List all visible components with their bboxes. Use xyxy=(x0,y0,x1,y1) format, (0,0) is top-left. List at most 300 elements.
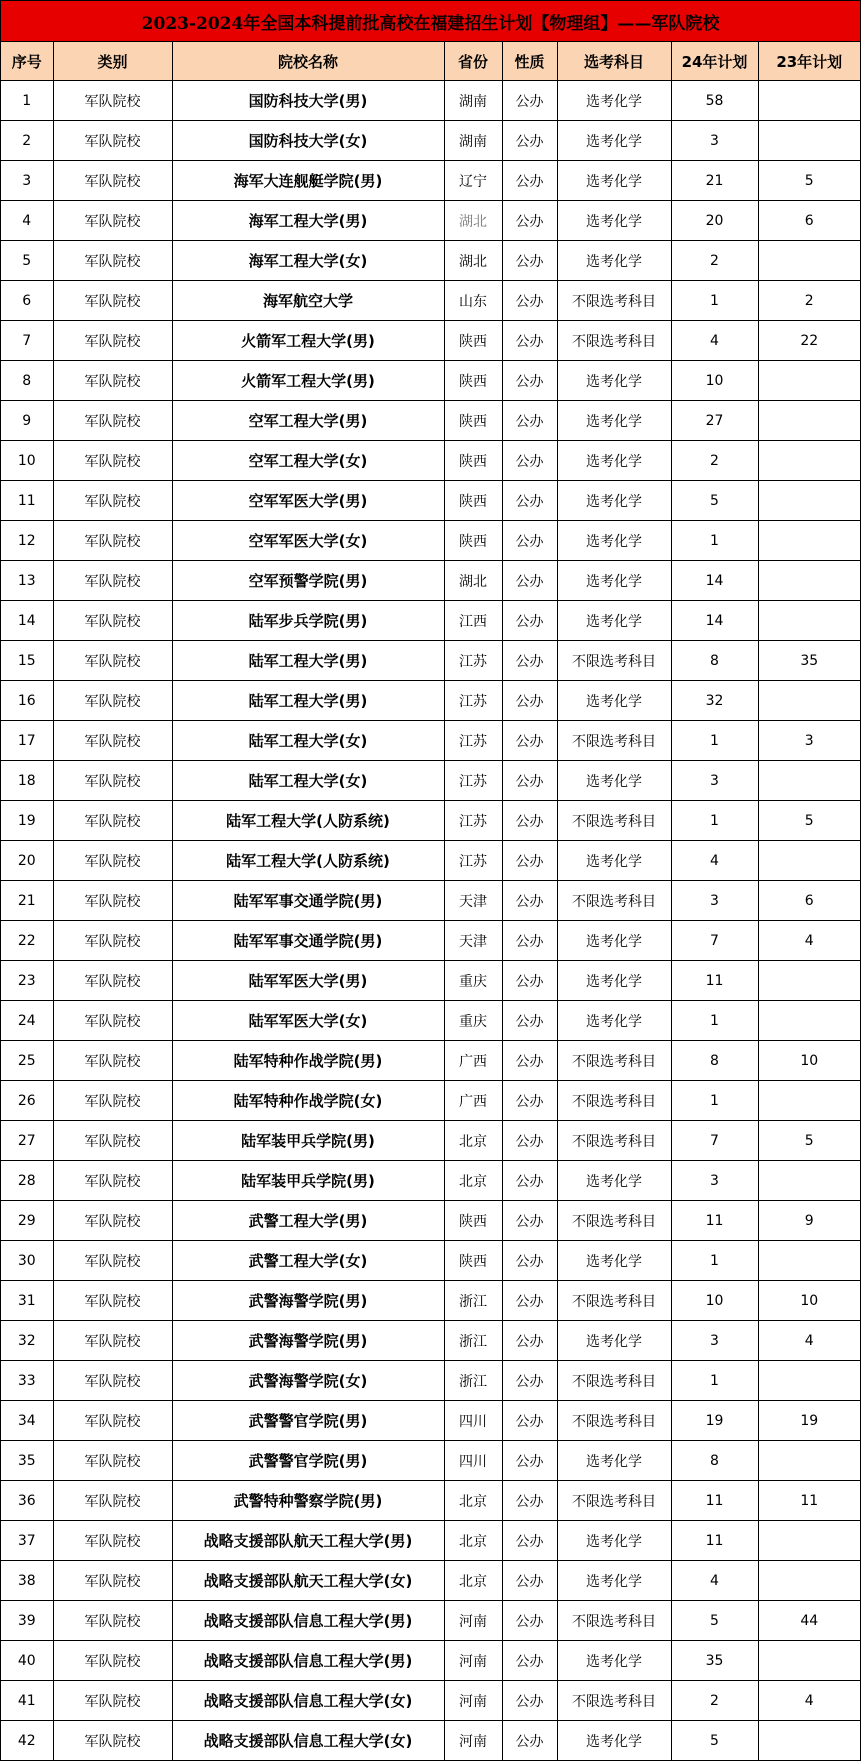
cell-nature: 公办 xyxy=(502,121,557,161)
cell-school-name: 战略支援部队航天工程大学(男) xyxy=(172,1521,444,1561)
cell-index: 7 xyxy=(1,321,53,361)
cell-subject: 不限选考科目 xyxy=(557,1121,671,1161)
cell-subject: 选考化学 xyxy=(557,521,671,561)
cell-plan-2024: 1 xyxy=(671,1241,758,1281)
cell-plan-2024: 11 xyxy=(671,1201,758,1241)
cell-plan-2023: 3 xyxy=(758,721,860,761)
cell-nature: 公办 xyxy=(502,1161,557,1201)
cell-index: 20 xyxy=(1,841,53,881)
cell-category: 军队院校 xyxy=(53,441,172,481)
cell-plan-2024: 3 xyxy=(671,1161,758,1201)
admission-plan-table xyxy=(1,42,860,1761)
table-body xyxy=(1,81,860,1761)
cell-province: 广西 xyxy=(444,1041,502,1081)
cell-category: 军队院校 xyxy=(53,121,172,161)
cell-province: 浙江 xyxy=(444,1321,502,1361)
cell-province: 北京 xyxy=(444,1161,502,1201)
cell-school-name: 空军军医大学(女) xyxy=(172,521,444,561)
cell-plan-2023: 4 xyxy=(758,1681,860,1721)
cell-plan-2023 xyxy=(758,1081,860,1121)
cell-index: 17 xyxy=(1,721,53,761)
table-row xyxy=(1,761,860,801)
cell-category: 军队院校 xyxy=(53,761,172,801)
cell-plan-2023: 11 xyxy=(758,1481,860,1521)
cell-plan-2023 xyxy=(758,681,860,721)
cell-category: 军队院校 xyxy=(53,1601,172,1641)
cell-plan-2024: 1 xyxy=(671,521,758,561)
cell-province: 山东 xyxy=(444,281,502,321)
table-row xyxy=(1,1241,860,1281)
cell-category: 军队院校 xyxy=(53,241,172,281)
cell-school-name: 海军工程大学(女) xyxy=(172,241,444,281)
cell-category: 军队院校 xyxy=(53,641,172,681)
cell-index: 27 xyxy=(1,1121,53,1161)
cell-plan-2023 xyxy=(758,1441,860,1481)
cell-category: 军队院校 xyxy=(53,1001,172,1041)
cell-subject: 选考化学 xyxy=(557,761,671,801)
cell-plan-2023 xyxy=(758,1001,860,1041)
cell-nature: 公办 xyxy=(502,1241,557,1281)
cell-plan-2024: 8 xyxy=(671,641,758,681)
cell-plan-2023: 4 xyxy=(758,921,860,961)
cell-province: 湖南 xyxy=(444,81,502,121)
cell-subject: 选考化学 xyxy=(557,1001,671,1041)
cell-nature: 公办 xyxy=(502,281,557,321)
cell-province: 湖南 xyxy=(444,121,502,161)
cell-subject: 不限选考科目 xyxy=(557,801,671,841)
cell-plan-2024: 1 xyxy=(671,1361,758,1401)
cell-school-name: 战略支援部队信息工程大学(男) xyxy=(172,1641,444,1681)
cell-nature: 公办 xyxy=(502,201,557,241)
cell-school-name: 陆军装甲兵学院(男) xyxy=(172,1121,444,1161)
cell-province: 陕西 xyxy=(444,521,502,561)
cell-index: 25 xyxy=(1,1041,53,1081)
cell-plan-2023: 6 xyxy=(758,201,860,241)
cell-school-name: 武警工程大学(女) xyxy=(172,1241,444,1281)
cell-nature: 公办 xyxy=(502,881,557,921)
cell-province: 陕西 xyxy=(444,321,502,361)
cell-school-name: 陆军工程大学(男) xyxy=(172,641,444,681)
cell-school-name: 武警警官学院(男) xyxy=(172,1401,444,1441)
cell-category: 军队院校 xyxy=(53,201,172,241)
cell-subject: 不限选考科目 xyxy=(557,1361,671,1401)
cell-school-name: 陆军军事交通学院(男) xyxy=(172,921,444,961)
cell-subject: 不限选考科目 xyxy=(557,1601,671,1641)
cell-plan-2024: 32 xyxy=(671,681,758,721)
cell-plan-2024: 4 xyxy=(671,321,758,361)
cell-province: 天津 xyxy=(444,881,502,921)
sheet-title: 2023-2024年全国本科提前批高校在福建招生计划【物理组】——军队院校 xyxy=(1,1,860,42)
cell-category: 军队院校 xyxy=(53,561,172,601)
cell-province: 陕西 xyxy=(444,401,502,441)
cell-index: 21 xyxy=(1,881,53,921)
cell-plan-2023 xyxy=(758,441,860,481)
cell-nature: 公办 xyxy=(502,1121,557,1161)
table-row xyxy=(1,1001,860,1041)
cell-plan-2024: 14 xyxy=(671,601,758,641)
cell-school-name: 陆军军医大学(女) xyxy=(172,1001,444,1041)
cell-school-name: 空军军医大学(男) xyxy=(172,481,444,521)
cell-category: 军队院校 xyxy=(53,1441,172,1481)
table-row xyxy=(1,1441,860,1481)
cell-plan-2023: 2 xyxy=(758,281,860,321)
table-row xyxy=(1,161,860,201)
cell-province: 江苏 xyxy=(444,641,502,681)
cell-plan-2024: 5 xyxy=(671,1601,758,1641)
cell-index: 15 xyxy=(1,641,53,681)
cell-province: 浙江 xyxy=(444,1281,502,1321)
cell-category: 军队院校 xyxy=(53,961,172,1001)
cell-plan-2024: 4 xyxy=(671,841,758,881)
table-row xyxy=(1,201,860,241)
cell-plan-2024: 10 xyxy=(671,361,758,401)
cell-nature: 公办 xyxy=(502,1721,557,1761)
cell-subject: 不限选考科目 xyxy=(557,1401,671,1441)
cell-school-name: 陆军工程大学(女) xyxy=(172,761,444,801)
table-row xyxy=(1,321,860,361)
cell-nature: 公办 xyxy=(502,921,557,961)
cell-school-name: 陆军步兵学院(男) xyxy=(172,601,444,641)
cell-province: 北京 xyxy=(444,1481,502,1521)
cell-index: 40 xyxy=(1,1641,53,1681)
cell-plan-2023: 9 xyxy=(758,1201,860,1241)
cell-nature: 公办 xyxy=(502,1401,557,1441)
cell-index: 41 xyxy=(1,1681,53,1721)
cell-category: 军队院校 xyxy=(53,1321,172,1361)
cell-plan-2024: 2 xyxy=(671,1681,758,1721)
cell-plan-2023: 10 xyxy=(758,1041,860,1081)
cell-plan-2024: 1 xyxy=(671,281,758,321)
table-row xyxy=(1,1521,860,1561)
cell-school-name: 武警海警学院(女) xyxy=(172,1361,444,1401)
cell-subject: 选考化学 xyxy=(557,961,671,1001)
table-row xyxy=(1,681,860,721)
cell-subject: 选考化学 xyxy=(557,1721,671,1761)
cell-plan-2024: 7 xyxy=(671,1121,758,1161)
cell-province: 湖北 xyxy=(444,201,502,241)
cell-subject: 选考化学 xyxy=(557,201,671,241)
cell-nature: 公办 xyxy=(502,481,557,521)
cell-plan-2023: 10 xyxy=(758,1281,860,1321)
cell-plan-2023 xyxy=(758,121,860,161)
cell-plan-2023: 5 xyxy=(758,801,860,841)
cell-subject: 选考化学 xyxy=(557,401,671,441)
cell-index: 13 xyxy=(1,561,53,601)
cell-nature: 公办 xyxy=(502,1361,557,1401)
cell-category: 军队院校 xyxy=(53,1481,172,1521)
cell-index: 4 xyxy=(1,201,53,241)
cell-school-name: 战略支援部队航天工程大学(女) xyxy=(172,1561,444,1601)
table-row xyxy=(1,1401,860,1441)
cell-nature: 公办 xyxy=(502,721,557,761)
cell-school-name: 陆军特种作战学院(女) xyxy=(172,1081,444,1121)
cell-plan-2023: 5 xyxy=(758,161,860,201)
cell-plan-2023 xyxy=(758,521,860,561)
table-row xyxy=(1,401,860,441)
cell-index: 8 xyxy=(1,361,53,401)
cell-subject: 不限选考科目 xyxy=(557,321,671,361)
cell-plan-2023 xyxy=(758,401,860,441)
cell-province: 陕西 xyxy=(444,441,502,481)
cell-index: 33 xyxy=(1,1361,53,1401)
cell-plan-2024: 5 xyxy=(671,481,758,521)
cell-index: 30 xyxy=(1,1241,53,1281)
cell-plan-2024: 2 xyxy=(671,241,758,281)
cell-subject: 不限选考科目 xyxy=(557,881,671,921)
cell-school-name: 国防科技大学(女) xyxy=(172,121,444,161)
cell-plan-2024: 7 xyxy=(671,921,758,961)
header-subject: 选考科目 xyxy=(557,42,671,81)
cell-category: 军队院校 xyxy=(53,1401,172,1441)
cell-province: 陕西 xyxy=(444,1241,502,1281)
cell-plan-2024: 27 xyxy=(671,401,758,441)
table-row xyxy=(1,521,860,561)
header-plan-2024: 24年计划 xyxy=(671,42,758,81)
header-school-name: 院校名称 xyxy=(172,42,444,81)
cell-plan-2023 xyxy=(758,1241,860,1281)
cell-nature: 公办 xyxy=(502,361,557,401)
cell-subject: 选考化学 xyxy=(557,601,671,641)
cell-province: 江苏 xyxy=(444,801,502,841)
cell-index: 16 xyxy=(1,681,53,721)
cell-nature: 公办 xyxy=(502,561,557,601)
cell-category: 军队院校 xyxy=(53,321,172,361)
cell-category: 军队院校 xyxy=(53,1201,172,1241)
cell-category: 军队院校 xyxy=(53,1561,172,1601)
cell-plan-2024: 3 xyxy=(671,1321,758,1361)
table-row xyxy=(1,1281,860,1321)
cell-category: 军队院校 xyxy=(53,1041,172,1081)
header-row xyxy=(1,42,860,81)
cell-school-name: 火箭军工程大学(男) xyxy=(172,321,444,361)
cell-subject: 选考化学 xyxy=(557,1441,671,1481)
cell-subject: 选考化学 xyxy=(557,1561,671,1601)
cell-subject: 选考化学 xyxy=(557,681,671,721)
cell-province: 湖北 xyxy=(444,241,502,281)
cell-category: 军队院校 xyxy=(53,521,172,561)
cell-plan-2023: 44 xyxy=(758,1601,860,1641)
cell-subject: 选考化学 xyxy=(557,1161,671,1201)
cell-nature: 公办 xyxy=(502,1001,557,1041)
cell-plan-2023 xyxy=(758,601,860,641)
cell-school-name: 海军航空大学 xyxy=(172,281,444,321)
cell-school-name: 空军预警学院(男) xyxy=(172,561,444,601)
cell-province: 四川 xyxy=(444,1441,502,1481)
cell-school-name: 海军大连舰艇学院(男) xyxy=(172,161,444,201)
cell-plan-2024: 21 xyxy=(671,161,758,201)
cell-category: 军队院校 xyxy=(53,601,172,641)
cell-plan-2024: 14 xyxy=(671,561,758,601)
cell-index: 34 xyxy=(1,1401,53,1441)
cell-plan-2024: 11 xyxy=(671,1521,758,1561)
cell-school-name: 陆军特种作战学院(男) xyxy=(172,1041,444,1081)
cell-plan-2023 xyxy=(758,561,860,601)
cell-plan-2023: 35 xyxy=(758,641,860,681)
cell-index: 32 xyxy=(1,1321,53,1361)
table-row xyxy=(1,1361,860,1401)
cell-subject: 选考化学 xyxy=(557,841,671,881)
cell-plan-2023 xyxy=(758,81,860,121)
cell-category: 军队院校 xyxy=(53,401,172,441)
cell-province: 陕西 xyxy=(444,481,502,521)
cell-category: 军队院校 xyxy=(53,881,172,921)
cell-index: 19 xyxy=(1,801,53,841)
cell-nature: 公办 xyxy=(502,321,557,361)
cell-province: 浙江 xyxy=(444,1361,502,1401)
cell-index: 37 xyxy=(1,1521,53,1561)
cell-plan-2023: 22 xyxy=(758,321,860,361)
table-row xyxy=(1,961,860,1001)
cell-plan-2024: 11 xyxy=(671,1481,758,1521)
cell-category: 军队院校 xyxy=(53,1081,172,1121)
cell-index: 3 xyxy=(1,161,53,201)
cell-plan-2023 xyxy=(758,1641,860,1681)
cell-index: 24 xyxy=(1,1001,53,1041)
cell-subject: 选考化学 xyxy=(557,161,671,201)
table-row xyxy=(1,1321,860,1361)
cell-province: 河南 xyxy=(444,1641,502,1681)
cell-category: 军队院校 xyxy=(53,1681,172,1721)
table-row xyxy=(1,1121,860,1161)
cell-subject: 不限选考科目 xyxy=(557,641,671,681)
cell-plan-2024: 10 xyxy=(671,1281,758,1321)
cell-school-name: 空军工程大学(女) xyxy=(172,441,444,481)
cell-plan-2023 xyxy=(758,481,860,521)
cell-subject: 选考化学 xyxy=(557,921,671,961)
cell-subject: 选考化学 xyxy=(557,361,671,401)
header-category: 类别 xyxy=(53,42,172,81)
cell-subject: 不限选考科目 xyxy=(557,721,671,761)
cell-province: 河南 xyxy=(444,1681,502,1721)
cell-index: 6 xyxy=(1,281,53,321)
table-row xyxy=(1,881,860,921)
cell-index: 2 xyxy=(1,121,53,161)
cell-nature: 公办 xyxy=(502,241,557,281)
cell-school-name: 陆军工程大学(人防系统) xyxy=(172,801,444,841)
cell-category: 军队院校 xyxy=(53,81,172,121)
cell-province: 江西 xyxy=(444,601,502,641)
cell-plan-2024: 1 xyxy=(671,721,758,761)
cell-plan-2024: 2 xyxy=(671,441,758,481)
cell-subject: 选考化学 xyxy=(557,1321,671,1361)
cell-plan-2024: 1 xyxy=(671,1081,758,1121)
cell-province: 重庆 xyxy=(444,961,502,1001)
cell-plan-2023 xyxy=(758,1361,860,1401)
cell-index: 9 xyxy=(1,401,53,441)
cell-plan-2023 xyxy=(758,961,860,1001)
table-row xyxy=(1,1041,860,1081)
cell-school-name: 战略支援部队信息工程大学(男) xyxy=(172,1601,444,1641)
cell-province: 重庆 xyxy=(444,1001,502,1041)
cell-category: 军队院校 xyxy=(53,1521,172,1561)
cell-index: 5 xyxy=(1,241,53,281)
cell-subject: 不限选考科目 xyxy=(557,1281,671,1321)
cell-index: 28 xyxy=(1,1161,53,1201)
cell-category: 军队院校 xyxy=(53,1361,172,1401)
cell-plan-2024: 3 xyxy=(671,881,758,921)
cell-plan-2024: 58 xyxy=(671,81,758,121)
table-row xyxy=(1,841,860,881)
cell-province: 四川 xyxy=(444,1401,502,1441)
cell-index: 12 xyxy=(1,521,53,561)
cell-nature: 公办 xyxy=(502,1521,557,1561)
cell-index: 23 xyxy=(1,961,53,1001)
cell-school-name: 战略支援部队信息工程大学(女) xyxy=(172,1681,444,1721)
cell-category: 军队院校 xyxy=(53,841,172,881)
cell-plan-2024: 3 xyxy=(671,761,758,801)
table-row xyxy=(1,1561,860,1601)
cell-subject: 选考化学 xyxy=(557,481,671,521)
table-row xyxy=(1,281,860,321)
cell-province: 北京 xyxy=(444,1521,502,1561)
cell-plan-2023: 6 xyxy=(758,881,860,921)
cell-plan-2024: 8 xyxy=(671,1441,758,1481)
cell-nature: 公办 xyxy=(502,401,557,441)
cell-plan-2023: 5 xyxy=(758,1121,860,1161)
cell-province: 江苏 xyxy=(444,761,502,801)
cell-nature: 公办 xyxy=(502,1321,557,1361)
table-row xyxy=(1,641,860,681)
table-row xyxy=(1,1081,860,1121)
cell-subject: 选考化学 xyxy=(557,561,671,601)
cell-plan-2023 xyxy=(758,361,860,401)
cell-school-name: 陆军装甲兵学院(男) xyxy=(172,1161,444,1201)
cell-province: 江苏 xyxy=(444,681,502,721)
cell-category: 军队院校 xyxy=(53,801,172,841)
cell-nature: 公办 xyxy=(502,1081,557,1121)
cell-plan-2024: 19 xyxy=(671,1401,758,1441)
cell-province: 辽宁 xyxy=(444,161,502,201)
cell-subject: 选考化学 xyxy=(557,81,671,121)
header-index: 序号 xyxy=(1,42,53,81)
cell-school-name: 陆军工程大学(人防系统) xyxy=(172,841,444,881)
cell-school-name: 陆军军医大学(男) xyxy=(172,961,444,1001)
table-row xyxy=(1,801,860,841)
cell-subject: 选考化学 xyxy=(557,1641,671,1681)
cell-subject: 选考化学 xyxy=(557,1241,671,1281)
cell-province: 江苏 xyxy=(444,841,502,881)
cell-index: 39 xyxy=(1,1601,53,1641)
cell-province: 河南 xyxy=(444,1601,502,1641)
cell-plan-2024: 4 xyxy=(671,1561,758,1601)
cell-nature: 公办 xyxy=(502,161,557,201)
cell-subject: 不限选考科目 xyxy=(557,1481,671,1521)
cell-nature: 公办 xyxy=(502,961,557,1001)
table-row xyxy=(1,1721,860,1761)
cell-index: 11 xyxy=(1,481,53,521)
table-row xyxy=(1,361,860,401)
cell-plan-2023 xyxy=(758,841,860,881)
cell-nature: 公办 xyxy=(502,761,557,801)
header-province: 省份 xyxy=(444,42,502,81)
cell-nature: 公办 xyxy=(502,681,557,721)
table-row xyxy=(1,441,860,481)
cell-subject: 选考化学 xyxy=(557,441,671,481)
cell-plan-2023: 19 xyxy=(758,1401,860,1441)
table-row xyxy=(1,601,860,641)
cell-plan-2024: 20 xyxy=(671,201,758,241)
cell-school-name: 陆军工程大学(男) xyxy=(172,681,444,721)
cell-category: 军队院校 xyxy=(53,281,172,321)
cell-nature: 公办 xyxy=(502,521,557,561)
cell-plan-2024: 35 xyxy=(671,1641,758,1681)
table-row xyxy=(1,721,860,761)
cell-school-name: 武警警官学院(男) xyxy=(172,1441,444,1481)
table-row xyxy=(1,1481,860,1521)
cell-subject: 不限选考科目 xyxy=(557,1041,671,1081)
cell-subject: 选考化学 xyxy=(557,241,671,281)
cell-index: 1 xyxy=(1,81,53,121)
